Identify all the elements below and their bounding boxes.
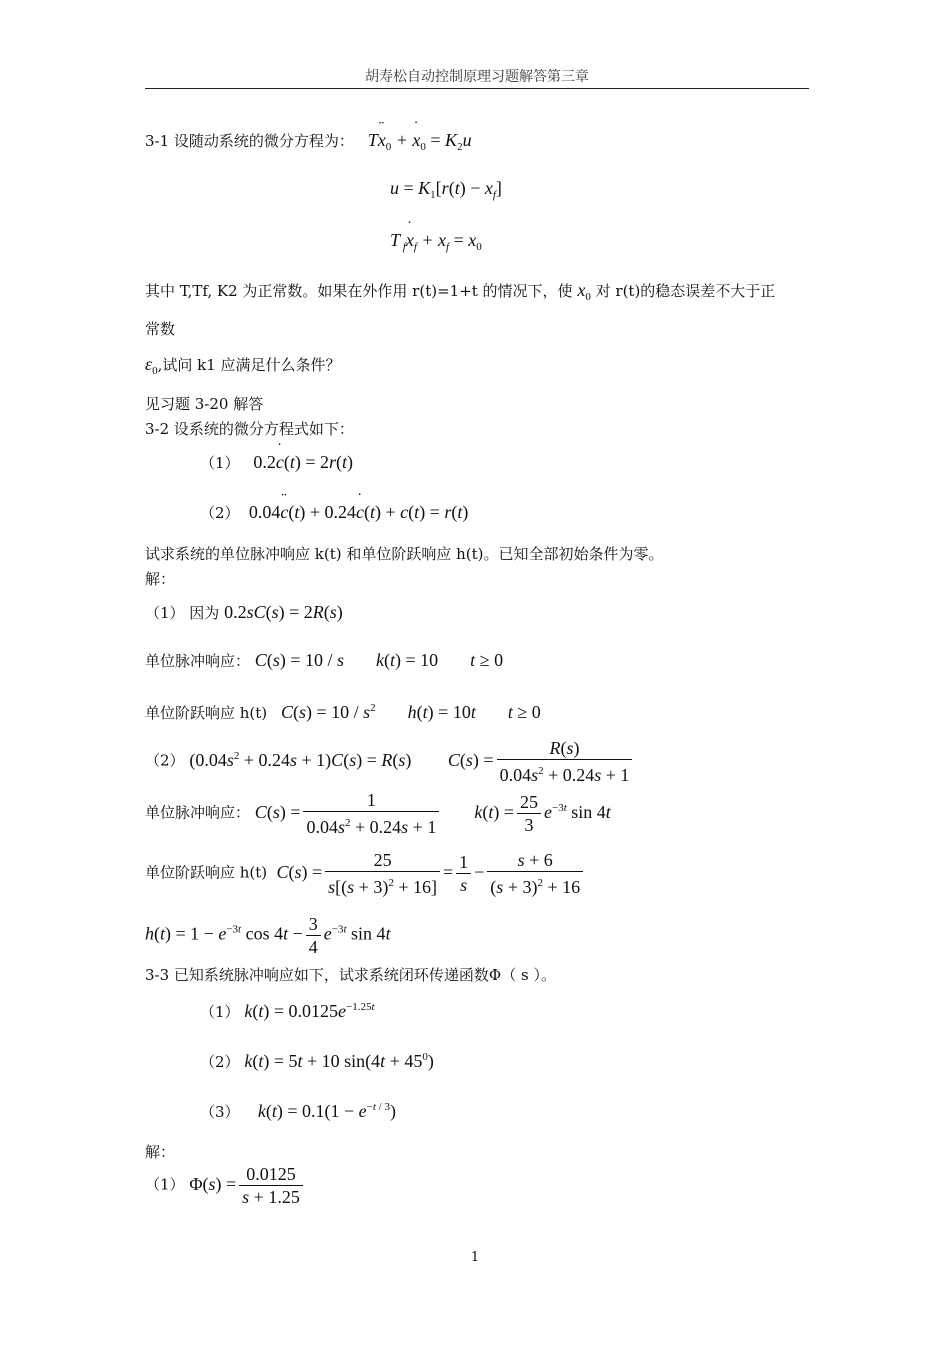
problem-3-1-text: 其中 T,Tf, K2 为正常数。如果在外作用 r(t)=1+t 的情况下，使 $x_0$ 对 r(t)的稳态误差不大于正 <box>145 280 776 303</box>
header-rule <box>145 88 809 89</box>
solution-3-3-1: （1） Φ(s) = $\frac{0.0125}{s + 1.25}$ <box>145 1163 306 1208</box>
problem-3-1-reference: 见习题 3-20 解答 <box>145 395 264 413</box>
problem-3-3-item-2: （2） k(t) = 5t + 10 $\sin(4t + 45^0)$ <box>200 1051 434 1071</box>
problem-3-1-question: $\varepsilon_0$,试问 k1 应满足什么条件？ <box>145 354 341 377</box>
problem-3-3-item-3: （3） $k(t) = 0.1(1 - e^{-t / 3})$ <box>200 1101 396 1121</box>
problem-3-2-item-1: （1） 0.2˙ c(t) = 2r(t) <box>200 452 353 473</box>
problem-3-3-item-1: （1） $k(t) = 0.0125e^{-1.25t}$ <box>200 1001 375 1021</box>
page-number: 1 <box>470 1250 480 1265</box>
solution-3-2-2-h: $h(t) = 1 - e^{-3t}$ cos 4t − $\frac{3}{4}$ $e^{-3t}$ sin 4t <box>145 914 391 957</box>
symbol-x0: $x_0$ <box>577 280 591 303</box>
solution-3-3-label: 解： <box>145 1143 176 1161</box>
problem-3-2-item-2: （2） 0.04¨ c(t) + 0.24˙ c(t) + c(t) = r(t) <box>200 502 468 523</box>
equation-3-1-b: $u = K_1[r(t) - x_f]$ <box>390 178 502 201</box>
problem-3-1-label: 3-1 设随动系统的微分方程为： <box>145 132 354 150</box>
solution-3-2-2-impulse: 单位脉冲响应： C(s) = $\frac{1}{0.04s^2 + 0.24s + 1}$ k(t) = $\frac{25}{3}$ $e^{-3t}$ sin 4t <box>145 790 611 837</box>
equation-3-2-2: 0.04¨ c(t) + 0.24˙ c(t) + c(t) = r(t) <box>244 502 468 522</box>
problem-3-1-text2: 常数 <box>145 320 176 338</box>
solution-3-2-2-step: 单位阶跃响应 h(t) C(s) = $\frac{25}{s[(s + 3)^2 + 16]}$ = $\frac{1}{s}$ − $\frac{s + 6}{(s + 3)^2 + 16}$ <box>145 849 586 898</box>
solution-3-2-1: （1） 因为 0.2sC(s) = 2R(s) <box>145 602 343 622</box>
solution-label: 解： <box>145 570 176 588</box>
equation-3-2-1: 0.2˙ c(t) = 2r(t) <box>244 452 353 472</box>
page-header: 胡寿松自动控制原理习题解答第三章 <box>365 69 589 85</box>
solution-3-2-1-step: 单位阶跃响应 h(t) $C(s) = 10 / s^2$ h(t) = 10t t ≥ 0 <box>145 702 541 722</box>
solution-3-2-1-impulse: 单位脉冲响应： C(s) = 10 / s k(t) = 10 t ≥ 0 <box>145 650 504 670</box>
symbol-epsilon0: $\varepsilon_0$ <box>145 354 158 377</box>
problem-3-1-line <box>145 130 472 153</box>
solution-3-2-2: （2） $(0.04s^2 + 0.24s + 1)C(s) = R(s) C(s)$ = $\frac{R(s)}{0.04s^2 + 0.24s + 1}$ <box>145 737 635 786</box>
problem-3-3-label: 3-3 已知系统脉冲响应如下，试求系统闭环传递函数Φ（ s ）。 <box>145 966 556 984</box>
equation-3-1-a: T¨ $x_0$ + ˙ $x_0 = K_2u$ <box>359 130 472 150</box>
problem-3-2-task: 试求系统的单位脉冲响应 k(t) 和单位阶跃响应 h(t)。已知全部初始条件为零。 <box>145 545 664 563</box>
problem-3-2-label: 3-2 设系统的微分方程式如下： <box>145 420 354 438</box>
equation-3-1-c: T $_f$˙ $x_f + x_f = x_0$ <box>390 230 482 253</box>
